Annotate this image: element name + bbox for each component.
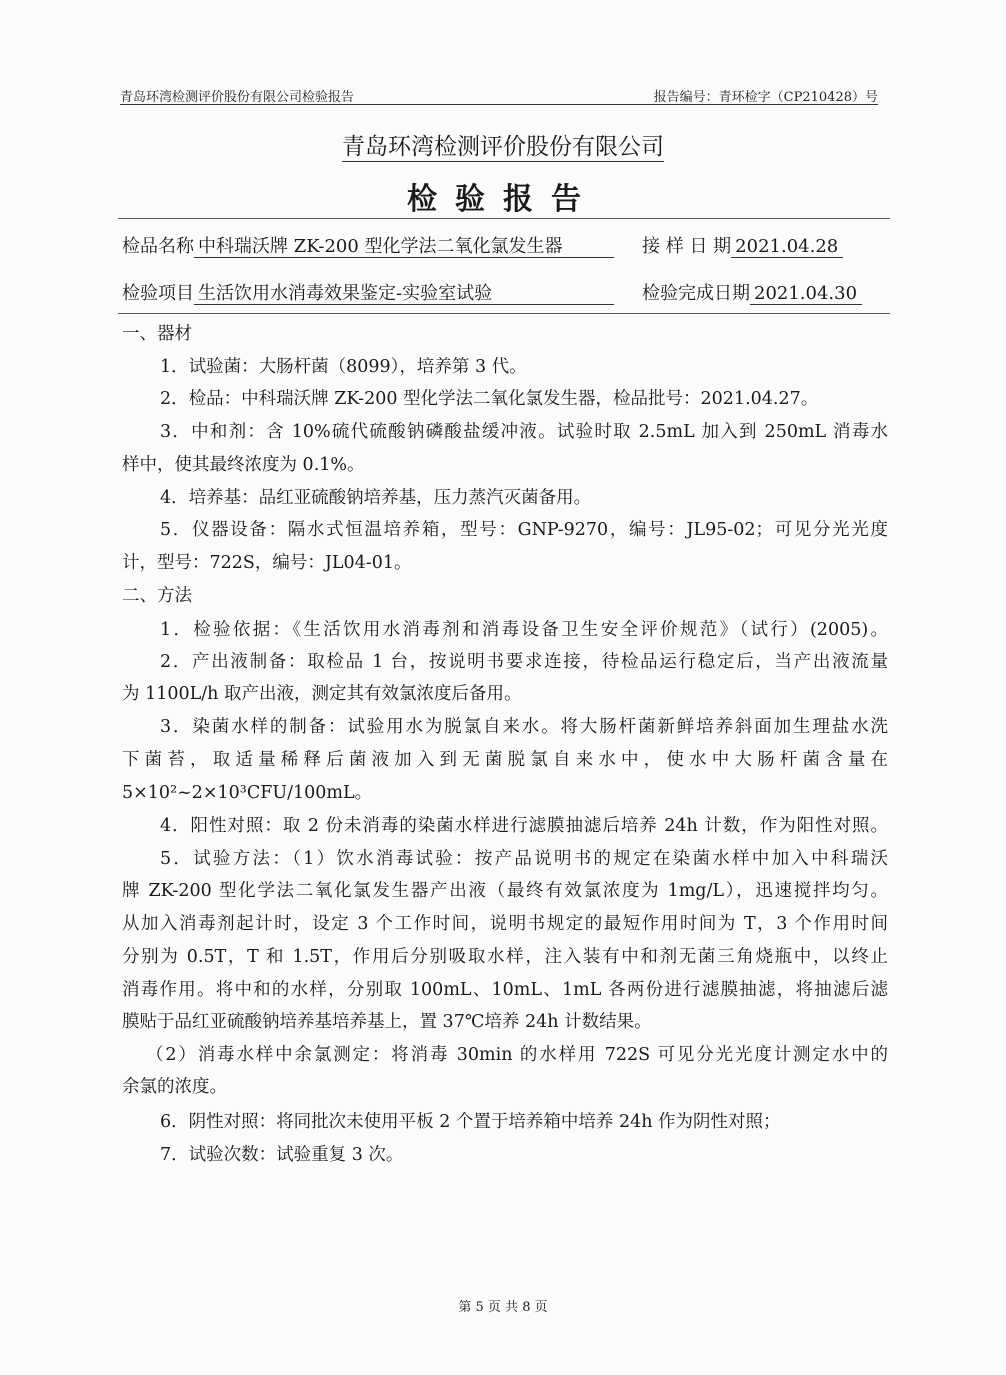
test-item-field (122, 279, 614, 305)
test-item-label: 检验项目 (122, 283, 194, 304)
body-line: 5×10²~2×10³CFU/100mL。 (122, 783, 373, 803)
body-line: 5．试验方法：（1）饮水消毒试验：按产品说明书的规定在染菌水样中加入中科瑞沃 (160, 849, 888, 869)
finish-date-label: 检验完成日期 (642, 283, 750, 304)
sample-name-field (122, 232, 614, 258)
company-name-text: 青岛环湾检测评价股份有限公司 (342, 134, 664, 160)
sample-name-label: 检品名称 (122, 236, 194, 257)
body-line: 消毒作用。将中和的水样，分别取 100mL、10mL、1mL 各两份进行滤膜抽滤，将抽滤后滤 (122, 980, 888, 1000)
receive-date-field (642, 232, 843, 258)
section-heading: 二、方法 (122, 586, 192, 606)
company-name (0, 128, 1006, 161)
body-line: 1．试验菌：大肠杆菌（8099），培养第 3 代。 (160, 357, 527, 377)
body-line: 3．染菌水样的制备：试验用水为脱氯自来水。将大肠杆菌新鲜培养斜面加生理盐水洗 (160, 717, 888, 737)
body-line: 6．阴性对照：将同批次未使用平板 2 个置于培养箱中培养 24h 作为阴性对照； (160, 1112, 781, 1132)
running-header-title: 青岛环湾检测评价股份有限公司检验报告 (120, 90, 355, 105)
body-line: 7．试验次数：试验重复 3 次。 (160, 1145, 404, 1165)
body-line: 4．阳性对照：取 2 份未消毒的染菌水样进行滤膜抽滤后培养 24h 计数，作为阳性对照。 (160, 816, 888, 836)
body-line: 3．中和剂：含 10%硫代硫酸钠磷酸盐缓冲液。试验时取 2.5mL 加入到 250mL 消毒水 (160, 422, 888, 442)
body-line: 为 1100L/h 取产出液，测定其有效氯浓度后备用。 (122, 684, 522, 704)
page-number: 第 5 页 共 8 页 (458, 1300, 548, 1315)
body-line: 2．检品：中科瑞沃牌 ZK-200 型化学法二氧化氯发生器，检品批号：2021.04.27。 (160, 389, 819, 409)
body-line: 牌 ZK-200 型化学法二氧化氯发生器产出液（最终有效氯浓度为 1mg/L），迅速搅拌均匀。 (122, 881, 888, 901)
header-divider (120, 104, 878, 105)
body-line: 4．培养基：品红亚硫酸钠培养基，压力蒸汽灭菌备用。 (160, 488, 592, 508)
test-item-value: 生活饮用水消毒效果鉴定-实验室试验 (194, 284, 614, 305)
body-line: 膜贴于品红亚硫酸钠培养基培养基上，置 37℃培养 24h 计数结果。 (122, 1012, 652, 1032)
receive-date-value: 2021.04.28 (731, 237, 843, 258)
body-line: 从加入消毒剂起计时，设定 3 个工作时间，说明书规定的最短作用时间为 T，3 个作用时间 (122, 914, 888, 934)
body-line: 下菌苔，取适量稀释后菌液加入到无菌脱氯自来水中，使水中大肠杆菌含量在 (122, 750, 888, 770)
report-number: 报告编号：青环检字（CP210428）号 (653, 90, 878, 105)
body-line: 5．仪器设备：隔水式恒温培养箱，型号：GNP-9270，编号：JL95-02；可见分光光度 (160, 520, 888, 540)
fields-divider (118, 313, 890, 314)
body-line: （2）消毒水样中余氯测定：将消毒 30min 的水样用 722S 可见分光光度计测定水中的 (146, 1045, 888, 1065)
finish-date-field (642, 279, 862, 305)
body-line: 余氯的浓度。 (122, 1077, 227, 1097)
body-line: 计，型号：722S，编号：JL04-01。 (122, 553, 412, 573)
body-line: 1．检验依据：《生活饮用水消毒剂和消毒设备卫生安全评价规范》（试行）(2005)。 (160, 620, 888, 640)
sample-name-value: 中科瑞沃牌 ZK-200 型化学法二氧化氯发生器 (194, 237, 614, 258)
report-title: 检验报告 (407, 182, 599, 217)
finish-date-value: 2021.04.30 (750, 284, 862, 305)
receive-date-label: 接 样 日 期 (642, 236, 732, 257)
body-line: 分别为 0.5T，T 和 1.5T，作用后分别吸取水样，注入装有中和剂无菌三角烧瓶中，以终止 (122, 947, 888, 967)
body-line: 样中，使其最终浓度为 0.1%。 (122, 455, 365, 475)
body-line: 2．产出液制备：取检品 1 台，按说明书要求连接，待检品运行稳定后，当产出液流量 (160, 652, 888, 672)
title-divider (118, 218, 890, 219)
section-heading: 一、器材 (122, 324, 192, 344)
